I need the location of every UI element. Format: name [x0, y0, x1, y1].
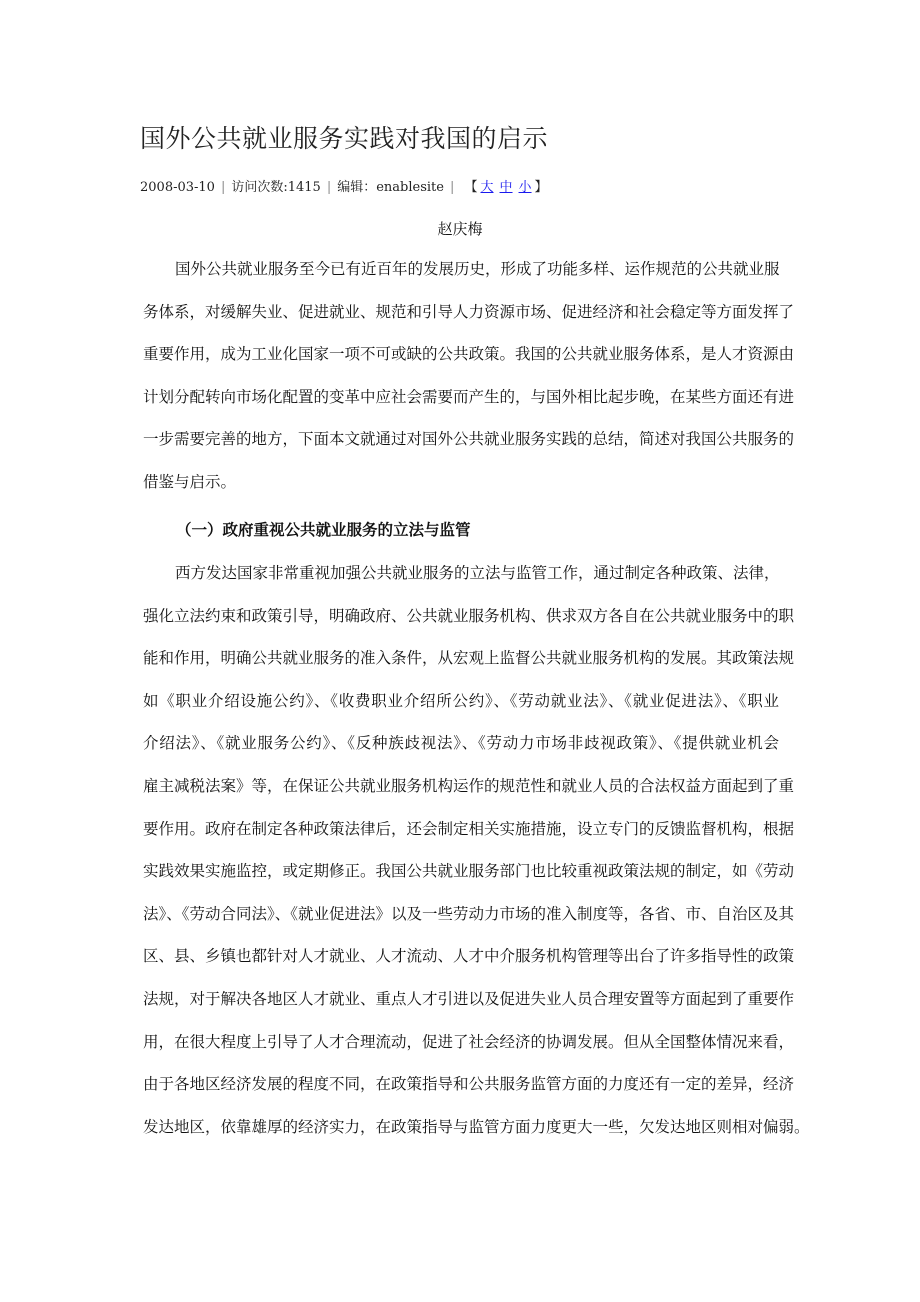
paragraph-1 [143, 256, 795, 512]
paragraph-line: 用，在很大程度上引导了人才合理流动，促进了社会经济的协调发展。但从全国整体情况来看， [143, 1032, 795, 1051]
editor: 编辑：enablesite [337, 180, 444, 195]
section-heading: （一）政府重视公共就业服务的立法与监管 [176, 520, 471, 539]
paragraph-line: 能和作用，明确公共就业服务的准入条件，从宏观上监督公共就业服务机构的发展。其政策法规 [143, 649, 795, 668]
font-size-medium-link[interactable]: 中 [499, 180, 513, 195]
paragraph-line: 区、县、乡镇也都针对人才就业、人才流动、人才中介服务机构管理等出台了许多指导性的政策 [143, 947, 795, 966]
paragraph-line: 借鉴与启示。 [143, 472, 237, 491]
paragraph-line: 发达地区，依靠雄厚的经济实力，在政策指导与监管方面力度更大一些，欠发达地区则相对偏弱。 [143, 1117, 810, 1136]
paragraph-line: 务体系，对缓解失业、促进就业、规范和引导人力资源市场、促进经济和社会稳定等方面发挥了 [143, 302, 795, 321]
paragraph-2 [143, 560, 810, 1156]
font-size-small-link[interactable]: 小 [518, 180, 532, 195]
paragraph-line: 重要作用，成为工业化国家一项不可或缺的公共政策。我国的公共就业服务体系，是人才资源由 [143, 345, 795, 364]
paragraph-line: 法规，对于解决各地区人才就业、重点人才引进以及促进失业人员合理安置等方面起到了重要作 [143, 989, 795, 1008]
paragraph-line: 计划分配转向市场化配置的变革中应社会需要而产生的，与国外相比起步晚，在某些方面还有进 [143, 387, 795, 406]
paragraph-line: 介绍法》、《就业服务公约》、《反种族歧视法》、《劳动力市场非歧视政策》、《提供就业机会 [143, 734, 779, 753]
paragraph-line: 一步需要完善的地方，下面本文就通过对国外公共就业服务实践的总结，简述对我国公共服务的 [143, 430, 795, 449]
paragraph-line: 如《职业介绍设施公约》、《收费职业介绍所公约》、《劳动就业法》、《就业促进法》、《职业 [143, 691, 779, 710]
divider: | [326, 180, 332, 195]
article-author: 赵庆梅 [437, 220, 483, 238]
divider: | [220, 180, 226, 195]
paragraph-line: 法》、《劳动合同法》、《就业促进法》以及一些劳动力市场的准入制度等，各省、市、自治区及其 [143, 904, 795, 923]
paragraph-line: 国外公共就业服务至今已有近百年的发展历史，形成了功能多样、运作规范的公共就业服 [175, 260, 780, 278]
paragraph-line: 西方发达国家非常重视加强公共就业服务的立法与监管工作，通过制定各种政策、法律， [175, 564, 780, 582]
paragraph-line: 由于各地区经济发展的程度不同，在政策指导和公共服务监管方面的力度还有一定的差异，经济 [143, 1075, 795, 1094]
paragraph-line: 要作用。政府在制定各种政策法律后，还会制定相关实施措施，设立专门的反馈监督机构，根据 [143, 819, 795, 838]
paragraph-line: 雇主减税法案》等，在保证公共就业服务机构运作的规范性和就业人员的合法权益方面起到了重 [143, 776, 795, 795]
font-size-bracket-open: 【 [464, 180, 478, 195]
font-size-bracket-close: 】 [534, 180, 548, 195]
divider: | [449, 180, 455, 195]
publish-date: 2008-03-10 [140, 180, 215, 195]
article-title: 国外公共就业服务实践对我国的启示 [140, 124, 549, 153]
article-meta [140, 176, 548, 195]
paragraph-line: 实践效果实施监控，或定期修正。我国公共就业服务部门也比较重视政策法规的制定，如《劳动 [143, 862, 795, 881]
font-size-large-link[interactable]: 大 [480, 180, 494, 195]
visit-count: 访问次数:1415 [231, 180, 321, 195]
paragraph-line: 强化立法约束和政策引导，明确政府、公共就业服务机构、供求双方各自在公共就业服务中的职 [143, 606, 795, 625]
